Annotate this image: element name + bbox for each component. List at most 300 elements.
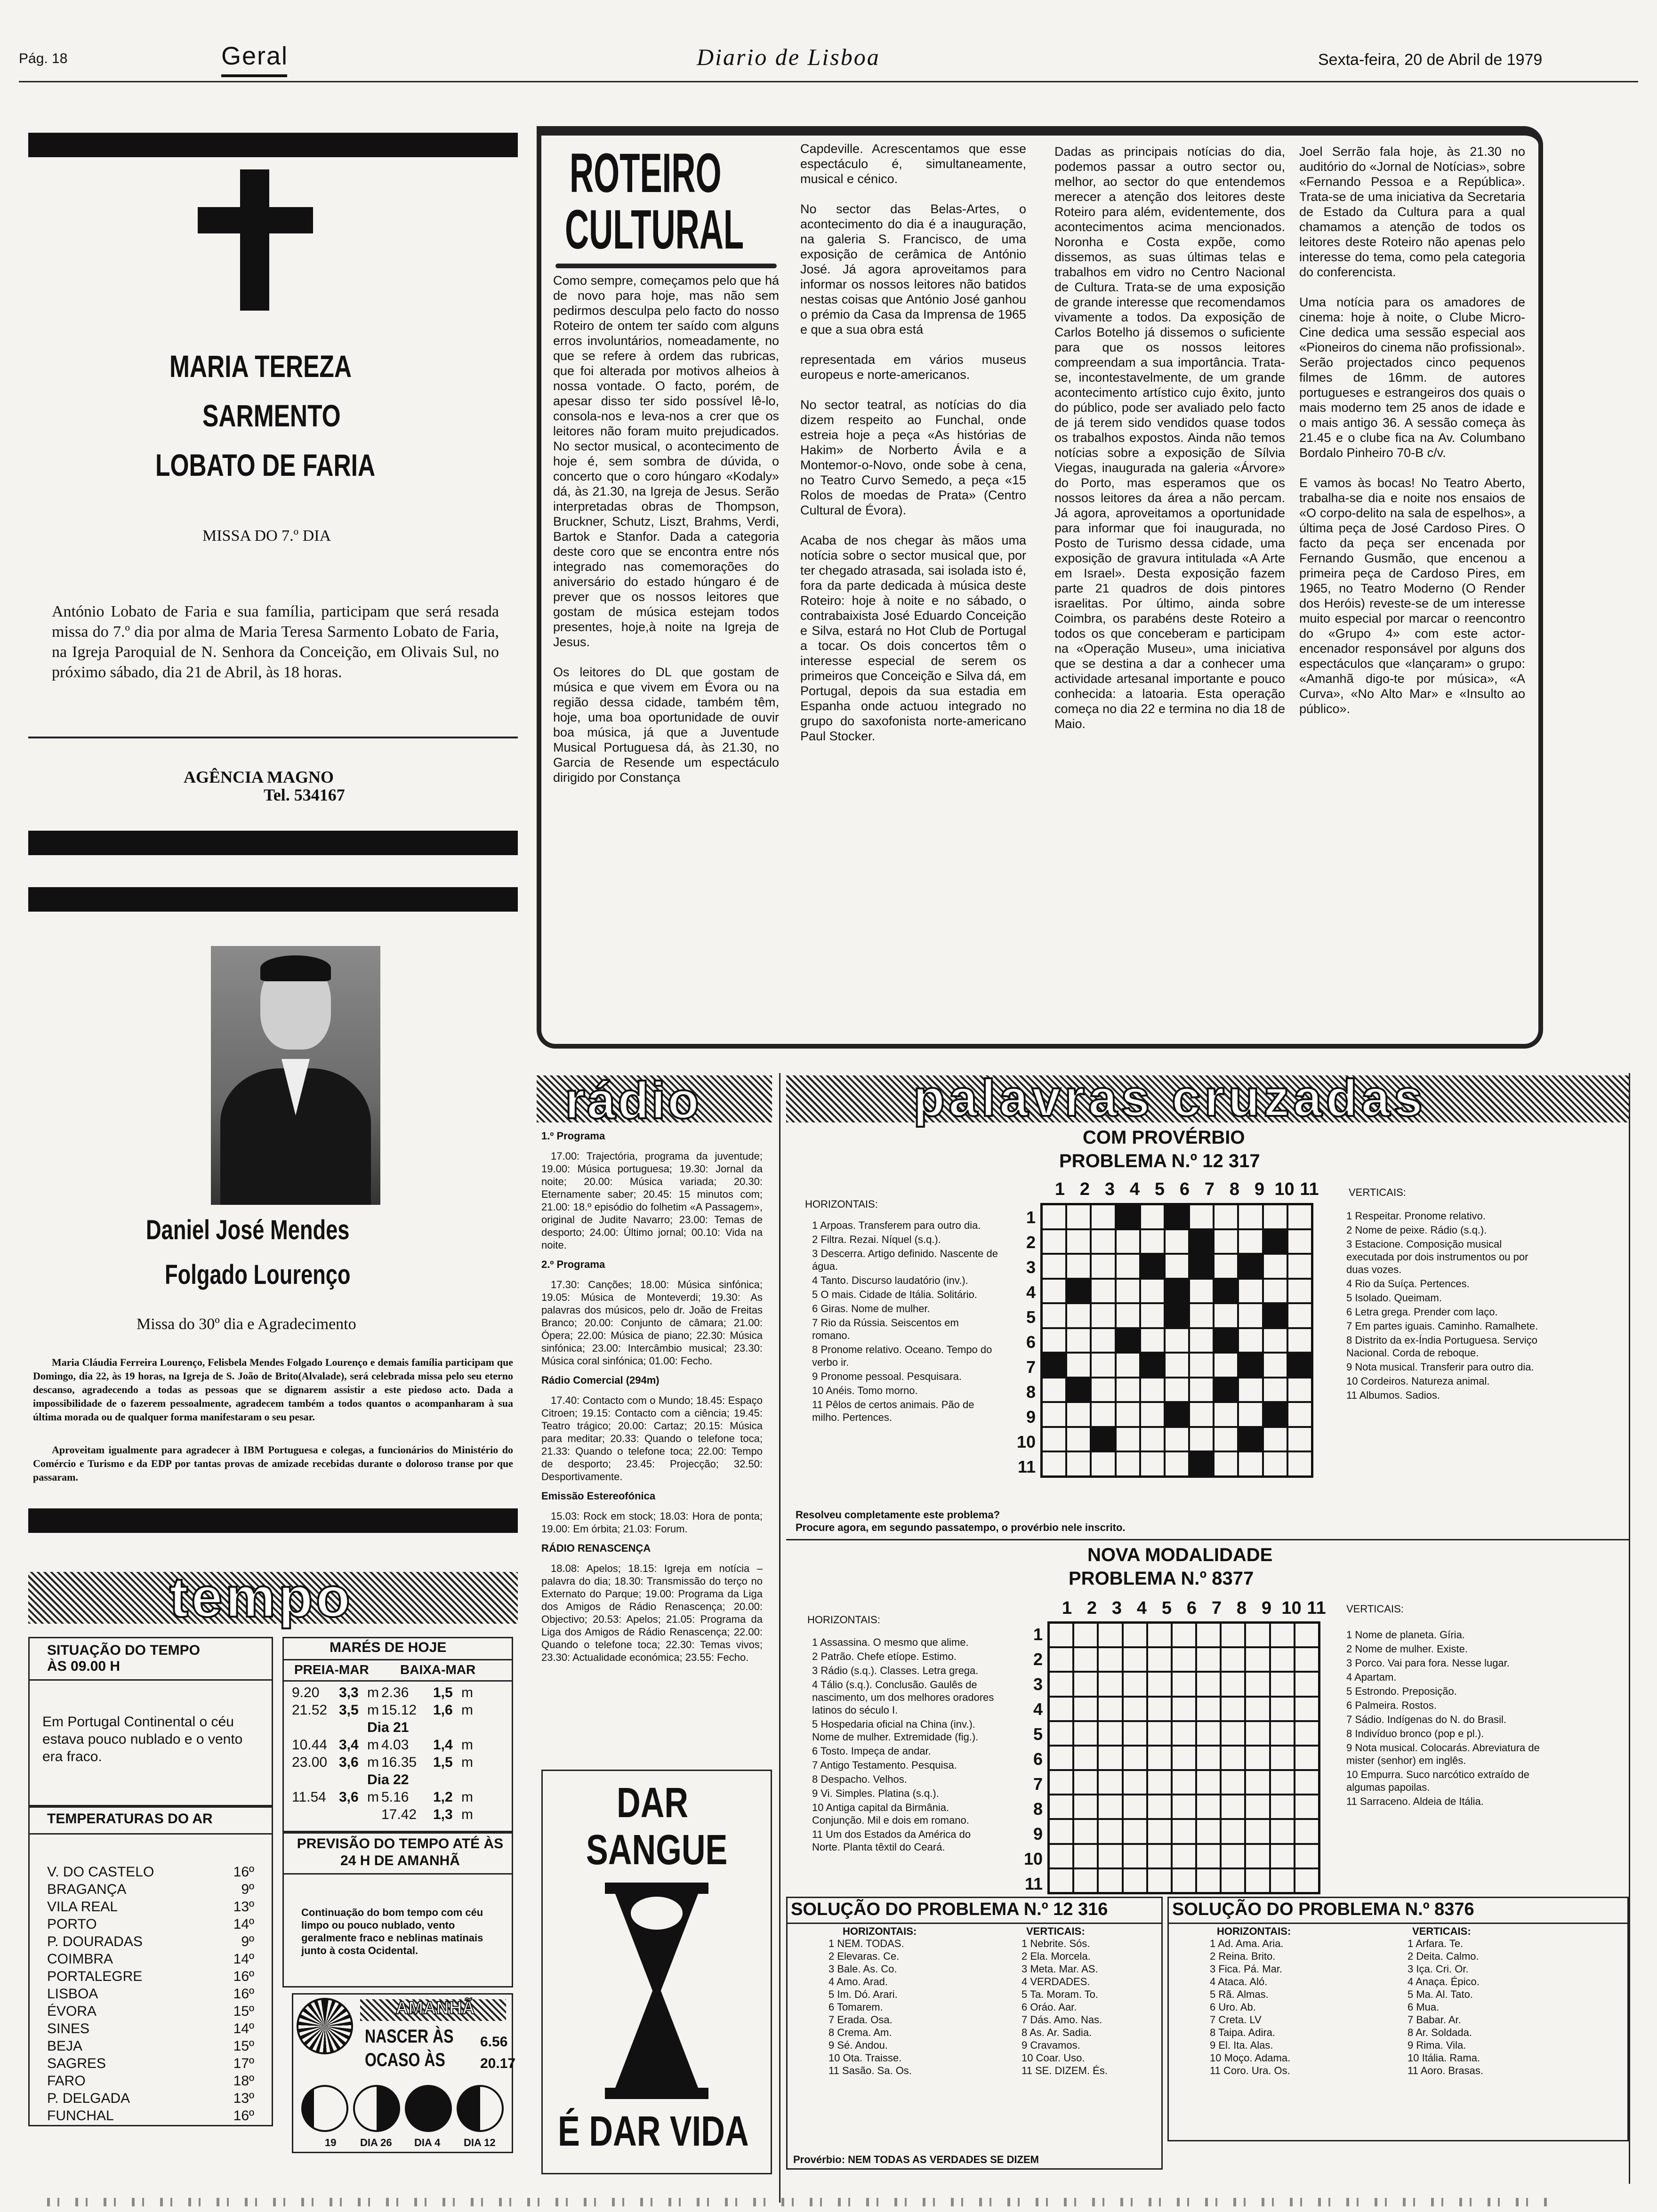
grid-cell [1042, 1229, 1066, 1254]
clue-item: 8 Pronome relativo. Oceano. Tempo do verbo ir. [812, 1344, 992, 1368]
temperature-value: 14º [233, 1916, 254, 1932]
grid-row-number: 10 [1016, 1432, 1036, 1451]
roteiro-col2b-text: No sector das Belas-Artes, o acontecimento do dia é a inauguração, na galeria S. Francisco, de uma exposição de cerâmica de António José. Já agora aproveitamos para informar os nossos leitores não batidos nestas coisas que António José ganhou o prémio da Casa da Imprensa de 1965 e que a sua obra está [800, 202, 1026, 337]
grid-cell [1066, 1451, 1091, 1476]
radio-section-heading: 2.º Programa [541, 1258, 605, 1270]
grid-cell [1245, 1697, 1270, 1721]
grid-cell [1098, 1647, 1122, 1672]
cross-icon [188, 169, 330, 311]
roteiro-col3 [1054, 144, 1285, 746]
grid-cell [1172, 1770, 1196, 1795]
grid-cell [1270, 1647, 1295, 1672]
obituary2-top-bar [28, 887, 518, 912]
grid-cell [1270, 1844, 1295, 1868]
p1-horizontais-label: HORIZONTAIS: [805, 1198, 878, 1210]
grid-cell [1116, 1353, 1140, 1378]
tide-cell [292, 1771, 339, 1788]
p1-note1: Resolveu completamente este problema? [796, 1509, 1000, 1521]
grid-cell-black [1091, 1427, 1115, 1452]
grid-cell [1295, 1819, 1319, 1843]
temperature-value: 14º [233, 1951, 254, 1967]
nascer-value: 6.56 [480, 2034, 508, 2050]
grid-cell [1066, 1254, 1091, 1279]
clue-item: 2 Nome de mulher. Existe. [1346, 1643, 1468, 1655]
grid-col-number: 8 [1236, 1598, 1247, 1618]
grid-cell [1116, 1378, 1140, 1403]
clue-item: 3 Bale. As. Co. [828, 1963, 897, 1975]
temperature-city: P. DOURADAS [47, 1934, 143, 1949]
grid-cell [1073, 1868, 1098, 1893]
mares-rule2 [282, 1680, 513, 1682]
grid-cell [1165, 1229, 1189, 1254]
grid-cell [1140, 1229, 1165, 1254]
grid-cell [1238, 1402, 1263, 1427]
temperature-city: P. DELGADA [47, 2091, 130, 2106]
temperature-row [47, 1968, 254, 1986]
masthead: Diario de Lisboa [697, 44, 880, 70]
clue-item: 2 Elevaras. Ce. [828, 1950, 900, 1962]
grid-cell [1295, 1672, 1319, 1696]
clue-item: 7 Babar. Ar. [1408, 2014, 1461, 2026]
grid-cell [1196, 1795, 1221, 1819]
tide-row [292, 1788, 508, 1806]
agency-tel: Tel. 534167 [264, 785, 345, 804]
solution2-rule [1167, 1923, 1629, 1924]
clue-item: 1 Arfara. Te. [1408, 1938, 1464, 1949]
grid-row-number: 2 [1033, 1650, 1043, 1669]
grid-cell-black [1140, 1254, 1165, 1279]
grid-cell [1263, 1254, 1287, 1279]
clue-item: 10 Anéis. Tomo morno. [812, 1385, 918, 1396]
grid-cell [1147, 1770, 1172, 1795]
tide-row [292, 1719, 508, 1736]
clue-item: 5 Ta. Moram. To. [1022, 1988, 1099, 2000]
clue-item: 5 Im. Dó. Arari. [828, 1988, 898, 2000]
clue-item: 7 Creta. LV [1210, 2014, 1262, 2026]
grid-cell [1147, 1868, 1172, 1893]
grid-cell [1066, 1303, 1091, 1328]
grid-cell [1245, 1868, 1270, 1893]
radio-schedule [541, 1130, 763, 1664]
grid-cell [1270, 1746, 1295, 1770]
temperature-row [47, 1933, 254, 1951]
portrait-photo [211, 946, 380, 1205]
grid-cell [1245, 1647, 1270, 1672]
mares-heading: MARÉS DE HOJE [330, 1640, 447, 1655]
ocaso-label: OCASO ÀS [365, 2050, 445, 2070]
grid-cell [1073, 1819, 1098, 1843]
grid-cell [1042, 1254, 1066, 1279]
sol2-v-list [1408, 1938, 1596, 2078]
tide-row [292, 1736, 508, 1754]
tide-cell: 1,6 [433, 1702, 453, 1718]
clue-item: 9 Sé. Andou. [828, 2039, 888, 2051]
p1-verticais-label: VERTICAIS: [1349, 1186, 1406, 1198]
grid-cell [1189, 1328, 1214, 1353]
grid-cell [1098, 1721, 1122, 1746]
temperature-city: FARO [47, 2073, 86, 2089]
clue-item: 9 Rima. Vila. [1408, 2039, 1466, 2051]
grid-col-number: 10 [1281, 1598, 1302, 1618]
tide-cell: 1,4 [433, 1737, 453, 1753]
grid-cell [1221, 1672, 1245, 1696]
grid-cell [1238, 1378, 1263, 1403]
grid-cell-black [1287, 1353, 1312, 1378]
obituary-text: António Lobato de Faria e sua família, participam que será resada missa do 7.º dia por alma de Maria Teresa Sarmento Lobato de Faria, na Igreja Paroquial de N. Senhora da Conceição, em Olivais Sul, no próximo sábado, dia 21 de Abril, às 18 horas. [52, 603, 499, 681]
grid-cell [1172, 1672, 1196, 1696]
clue-item: 4 Tanto. Discurso laudatório (inv.). [812, 1274, 968, 1286]
grid-cell [1091, 1451, 1115, 1476]
clue-item: 11 Aoro. Brasas. [1408, 2065, 1484, 2076]
temperature-value: 13º [233, 2091, 254, 2106]
grid-cell-black [1214, 1378, 1238, 1403]
grid-row-number: 2 [1026, 1233, 1036, 1252]
grid-cell [1221, 1868, 1245, 1893]
grid-row-number: 3 [1026, 1258, 1036, 1277]
clue-item: 4 VERDADES. [1022, 1976, 1090, 1988]
grid-cell-black [1116, 1328, 1140, 1353]
clue-item: 2 Filtra. Rezai. Níquel (s.q.). [812, 1234, 941, 1245]
grid-col-number: 9 [1261, 1598, 1272, 1618]
roteiro-col1-text: Como sempre, começamos pelo que há de novo para hoje, mas não sem pedirmos desculpa pelo facto do nosso Roteiro de ontem ter saído com alguns erros involuntários, nomeadamente, no que se refere à ordem das rubricas, que foi alterada por motivos alheios à nossa vontade. O facto, porém, de apesar disso ter sido possível lê-lo, consola-nos e leva-nos a crer que os leitores não foram muito prejudicados. No sector musical, o acontecimento de hoje é, sem sombra de dúvida, o concerto que o coro húngaro «Kodaly» dá, às 21.30, na Igreja de Jesus. Serão interpretadas obras de Thompson, Bruckner, Schutz, Liszt, Brahms, Verdi, Bartok e Stanfor. Dada a categoria deste coro que se encontra entre nós integrado nas comemorações do aniversário do estado húngaro é de prever que os nossos leitores que gostam de música estejam todos presentes, hoje,à noite na Igreja de Jesus. [553, 273, 779, 649]
clue-item: 3 Iça. Cri. Or. [1408, 1963, 1469, 1975]
grid-cell-black [1263, 1303, 1287, 1328]
clue-item: 4 Anaça. Épico. [1408, 1976, 1480, 1988]
tide-cell: 1,3 [433, 1807, 453, 1822]
grid-cell [1295, 1795, 1319, 1819]
clue-item: 3 Rádio (s.q.). Classes. Letra grega. [812, 1665, 979, 1676]
situacao-text: Em Portugal Continental o céu estava pouco nublado e o vento era fraco. [42, 1714, 243, 1764]
tide-cell: 3,5 [339, 1702, 359, 1718]
tide-cell: 11.54 [292, 1789, 326, 1805]
p2-crossword-grid [1047, 1621, 1320, 1894]
grid-cell [1238, 1328, 1263, 1353]
clue-item: 1 Nome de planeta. Gíria. [1346, 1629, 1465, 1641]
obituary2-text: Maria Cláudia Ferreira Lourenço, Felisbela Mendes Folgado Lourenço e demais família participam que Domingo, dia 22, às 19 horas, na Igreja de S. João de Brito(Alvalade), será celebrada missa pelo seu eterno descanso, agradecendo a todas as pessoas que se dignarem assistir a este piedoso acto. Dada a impossibilidade de o fazerem pessoalmente, agradecem também a todos quantos o acompanharam à sua última morada ou de qualquer forma manifestaram o seu pesar. [33, 1356, 513, 1423]
grid-col-number: 10 [1274, 1179, 1295, 1199]
grid-cell [1196, 1746, 1221, 1770]
grid-cell-black [1214, 1279, 1238, 1304]
p1-crossword-grid [1040, 1203, 1313, 1478]
grid-cell [1042, 1303, 1066, 1328]
grid-cell [1140, 1402, 1165, 1427]
temperature-value: 17º [233, 2056, 254, 2071]
grid-cell [1165, 1451, 1189, 1476]
previsao-heading: PREVISÃO DO TEMPO ATÉ ÀS 24 H DE AMANHÃ [297, 1836, 504, 1868]
tide-cell: m [367, 1702, 379, 1718]
grid-cell [1196, 1697, 1221, 1721]
grid-cell [1098, 1819, 1122, 1843]
tide-cell: m [367, 1789, 379, 1805]
radio-section-text: 18.08: Apelos; 18.15: Igreja em notícia – palavra do dia; 18.30: Transmissão do terço no Externato do Parque; 19.00: Programa da Liga dos Amigos de Rádio Renascença; 20.00: Objectivo; 20.53: Apelos; 21.05: Programa da Liga dos Amigos de Rádio Renascença; 22.00: Quando o telefone toca; 22.30: Temas vivos; 23.30: Actualidade económica; 23.55: Fecho. [541, 1563, 763, 1663]
grid-cell [1049, 1868, 1073, 1893]
radio-right-rule [779, 1073, 780, 2203]
page-date: Sexta-feira, 20 de Abril de 1979 [1318, 51, 1543, 69]
clue-item: 9 El. Ita. Alas. [1210, 2039, 1273, 2051]
clue-item: 6 Uro. Ab. [1210, 2001, 1256, 2013]
radio-section-text: 15.03: Rock em stock; 18.03: Hora de ponta; 19.00: Em órbita; 21.03: Forum. [541, 1510, 763, 1535]
grid-cell [1123, 1795, 1147, 1819]
grid-col-number: 6 [1179, 1179, 1190, 1199]
temperature-row [47, 1986, 254, 2003]
tide-cell: m [367, 1685, 379, 1700]
clue-item: 1 Respeitar. Pronome relativo. [1346, 1210, 1486, 1222]
moon-phase-4-label: DIA 12 [464, 2137, 496, 2148]
grid-cell [1295, 1697, 1319, 1721]
grid-cell-black [1042, 1353, 1066, 1378]
dar-sangue-l1: DAR [617, 1779, 689, 1827]
clue-item: 8 As. Ar. Sadia. [1022, 2027, 1092, 2038]
moon-phase-2-icon [353, 2085, 400, 2132]
tide-cell [292, 1719, 339, 1736]
moon-phase-2-label: DIA 26 [360, 2137, 392, 2148]
grid-cell [1140, 1451, 1165, 1476]
grid-cell [1042, 1427, 1066, 1452]
grid-cell [1049, 1721, 1073, 1746]
grid-cell [1214, 1204, 1238, 1229]
clue-item: 4 Amo. Arad. [828, 1976, 888, 1988]
grid-cell [1049, 1844, 1073, 1868]
temperature-row [47, 2038, 254, 2055]
grid-cell [1147, 1746, 1172, 1770]
temperature-city: COIMBRA [47, 1951, 113, 1967]
grid-cell [1073, 1746, 1098, 1770]
radio-section-text: 17.30: Canções; 18.00: Música sinfónica; 19.05: Música de Monteverdi; 19.30: As palavras dos músicos, pelo dr. João de Freitas Branco; 20.00: Conjunto de câmara; 21.00: Ópera; 22.00: Música de piano; 22.30: Música sinfónica; 23.00: Intercâmbio musical; 23.30: Música coral sinfónica; 01.00: Fecho. [541, 1279, 763, 1367]
grid-cell [1295, 1844, 1319, 1868]
clue-item: 7 Rio da Rússia. Seiscentos em romano. [812, 1317, 959, 1341]
tide-row [292, 1701, 508, 1719]
grid-cell [1123, 1672, 1147, 1696]
grid-cell [1098, 1746, 1122, 1770]
grid-cell [1214, 1229, 1238, 1254]
clue-item: 7 Erada. Osa. [828, 2014, 893, 2026]
grid-cell [1172, 1795, 1196, 1819]
tide-cell [367, 1806, 381, 1823]
tide-cell: 15.12 [381, 1702, 417, 1718]
clue-item: 6 Oráo. Aar. [1022, 2001, 1077, 2013]
temperature-city: PORTO [47, 1916, 97, 1932]
grid-cell [1123, 1721, 1147, 1746]
p1-col-numbers [1047, 1179, 1322, 1200]
grid-cell [1172, 1647, 1196, 1672]
mares-rule [282, 1659, 513, 1660]
grid-cell-black [1263, 1402, 1287, 1427]
tide-cell: 16.35 [381, 1755, 417, 1770]
clue-item: 7 Sádio. Indígenas do N. do Brasil. [1346, 1714, 1506, 1725]
tide-cell: m [461, 1685, 473, 1700]
clue-item: 7 Antigo Testamento. Pesquisa. [812, 1759, 957, 1771]
grid-row-number: 8 [1026, 1382, 1036, 1402]
tide-cell: 17.42 [381, 1807, 417, 1822]
grid-cell [1270, 1770, 1295, 1795]
grid-row-number: 6 [1033, 1749, 1043, 1769]
temperature-row [47, 1899, 254, 1916]
tide-row [292, 1684, 508, 1701]
temperature-city: LISBOA [47, 1986, 98, 2002]
radio-section-heading: Emissão Estereofónica [541, 1490, 656, 1502]
tide-cell: 3,6 [339, 1789, 359, 1805]
grid-cell-black [1189, 1229, 1214, 1254]
grid-col-number: 5 [1154, 1179, 1165, 1199]
grid-col-number: 11 [1300, 1179, 1319, 1199]
grid-cell [1295, 1721, 1319, 1746]
clue-item: 9 Vi. Simples. Platina (s.q.). [812, 1787, 939, 1799]
grid-cell [1147, 1697, 1172, 1721]
clue-item: 1 Arpoas. Transferem para outro dia. [812, 1219, 981, 1231]
grid-cell [1263, 1378, 1287, 1403]
grid-cell [1196, 1819, 1221, 1843]
grid-cell [1245, 1721, 1270, 1746]
grid-cell [1295, 1868, 1319, 1893]
grid-col-number: 4 [1129, 1179, 1140, 1199]
grid-row-number: 9 [1033, 1824, 1043, 1843]
temperature-city: SINES [47, 2021, 90, 2036]
grid-cell [1238, 1451, 1263, 1476]
grid-cell-black [1116, 1204, 1140, 1229]
tempo-title: tempo [169, 1566, 353, 1629]
grid-cell-black [1066, 1279, 1091, 1304]
clue-item: 5 O mais. Cidade de Itália. Solitário. [812, 1289, 977, 1300]
grid-cell [1091, 1229, 1115, 1254]
grid-cell [1172, 1819, 1196, 1843]
grid-cell [1091, 1402, 1115, 1427]
grid-cell [1140, 1328, 1165, 1353]
clue-item: 8 Crema. Am. [828, 2027, 892, 2038]
grid-cell [1042, 1279, 1066, 1304]
temperature-city: V. DO CASTELO [47, 1864, 154, 1880]
grid-cell [1221, 1770, 1245, 1795]
grid-cell [1245, 1844, 1270, 1868]
grid-cell [1172, 1623, 1196, 1647]
temperature-row [47, 2108, 254, 2125]
obit-divider [28, 737, 518, 738]
moon-phase-4-icon [457, 2085, 504, 2132]
grid-col-number: 3 [1104, 1179, 1115, 1199]
grid-row-number: 1 [1026, 1208, 1036, 1227]
grid-cell [1140, 1303, 1165, 1328]
tide-cell: 2.36 [381, 1685, 409, 1700]
amanha-label: AMANHÃ [395, 1998, 475, 2018]
grid-row-number: 5 [1026, 1307, 1036, 1327]
clue-item: 6 Palmeira. Rostos. [1346, 1699, 1437, 1711]
clue-item: 11 Sasão. Sa. Os. [828, 2065, 912, 2076]
grid-row-number: 8 [1033, 1799, 1043, 1819]
grid-cell [1098, 1623, 1122, 1647]
temperature-value: 15º [233, 2004, 254, 2019]
grid-cell [1066, 1353, 1091, 1378]
clue-item: 4 Apartam. [1346, 1671, 1397, 1683]
deceased2-name-line1: Daniel José Mendes [146, 1215, 350, 1245]
sol1-horizontais-label: HORIZONTAIS: [843, 1925, 917, 1937]
grid-col-number: 1 [1054, 1179, 1065, 1199]
grid-cell [1165, 1254, 1189, 1279]
clue-item: 7 Dás. Amo. Nas. [1022, 2014, 1102, 2026]
p2-verticais-label: VERTICAIS: [1346, 1603, 1404, 1615]
agency-name: AGÊNCIA MAGNO [184, 768, 334, 786]
grid-cell [1066, 1402, 1091, 1427]
clue-item: 10 Ota. Traisse. [828, 2052, 902, 2064]
grid-row-number: 1 [1033, 1625, 1043, 1644]
tide-cell: 5.16 [381, 1789, 409, 1805]
grid-cell-black [1238, 1254, 1263, 1279]
grid-cell [1147, 1844, 1172, 1868]
grid-cell [1049, 1770, 1073, 1795]
sol2-horizontais-label: HORIZONTAIS: [1217, 1925, 1291, 1937]
clue-item: 9 Pronome pessoal. Pesquisara. [812, 1370, 962, 1382]
radio-section-heading: RÁDIO RENASCENÇA [541, 1542, 651, 1554]
roteiro-col2 [800, 141, 1026, 759]
tide-cell: m [461, 1755, 473, 1770]
section-underline [221, 74, 287, 77]
grid-cell [1221, 1795, 1245, 1819]
clue-item: 8 Distrito da ex-Índia Portuguesa. Serviço Nacional. Corda de reboque. [1346, 1334, 1537, 1359]
grid-row-number: 3 [1033, 1675, 1043, 1694]
clue-item: 10 Empurra. Suco narcótico extraído de algumas papoilas. [1346, 1769, 1529, 1793]
grid-cell [1172, 1721, 1196, 1746]
temperature-city: ÉVORA [47, 2004, 97, 2019]
grid-cell [1049, 1819, 1073, 1843]
grid-cell [1214, 1402, 1238, 1427]
tide-cell [461, 1771, 475, 1788]
tide-row [292, 1771, 508, 1788]
grid-row-number: 11 [1024, 1874, 1043, 1893]
sol2-verticais-label: VERTICAIS: [1412, 1925, 1471, 1937]
clue-item: 6 Mua. [1408, 2001, 1440, 2013]
grid-cell [1287, 1378, 1312, 1403]
grid-cell [1263, 1204, 1287, 1229]
grid-cell [1116, 1451, 1140, 1476]
sun-emblem-icon [297, 1998, 353, 2054]
situacao-heading: SITUAÇÃO DO TEMPO ÀS 09.00 H [47, 1643, 201, 1674]
grid-cell-black [1165, 1204, 1189, 1229]
grid-cell [1263, 1353, 1287, 1378]
grid-col-number: 2 [1086, 1598, 1097, 1618]
obituary-top-bar [28, 133, 518, 157]
temperaturas-list [47, 1864, 254, 2125]
grid-cell [1287, 1427, 1312, 1452]
preia-mar-label: PREIA-MAR [294, 1662, 369, 1677]
temperature-value: 13º [233, 1899, 254, 1915]
header-rule [19, 81, 1638, 82]
temperature-row [47, 2073, 254, 2090]
roteiro-col1 [553, 273, 779, 800]
grid-cell [1189, 1378, 1214, 1403]
grid-cell [1098, 1770, 1122, 1795]
grid-cell [1221, 1844, 1245, 1868]
clue-item: 3 Estacione. Composição musical executada por dois instrumentos ou por duas vozes. [1346, 1238, 1528, 1275]
roteiro-title-2: CULTURAL [565, 199, 744, 261]
missa2-label: Missa do 30º dia e Agradecimento [137, 1315, 356, 1333]
temperature-value: 9º [241, 1934, 254, 1949]
grid-cell [1049, 1672, 1073, 1696]
grid-cell [1123, 1623, 1147, 1647]
grid-cell [1147, 1819, 1172, 1843]
p2-horizontais-label: HORIZONTAIS: [807, 1614, 880, 1626]
temperaturas-rule [28, 1833, 273, 1835]
clue-item: 1 Assassina. O mesmo que alime. [812, 1636, 969, 1648]
grid-cell [1287, 1328, 1312, 1353]
grid-cell [1295, 1623, 1319, 1647]
grid-cell [1270, 1819, 1295, 1843]
grid-cell [1073, 1770, 1098, 1795]
clue-item: 10 Itália. Rama. [1408, 2052, 1480, 2064]
grid-cell [1245, 1623, 1270, 1647]
grid-cell [1214, 1451, 1238, 1476]
grid-cell [1123, 1770, 1147, 1795]
grid-row-number: 4 [1033, 1699, 1043, 1719]
grid-cell [1287, 1402, 1312, 1427]
obituary2-bottom-bar [28, 1508, 518, 1533]
